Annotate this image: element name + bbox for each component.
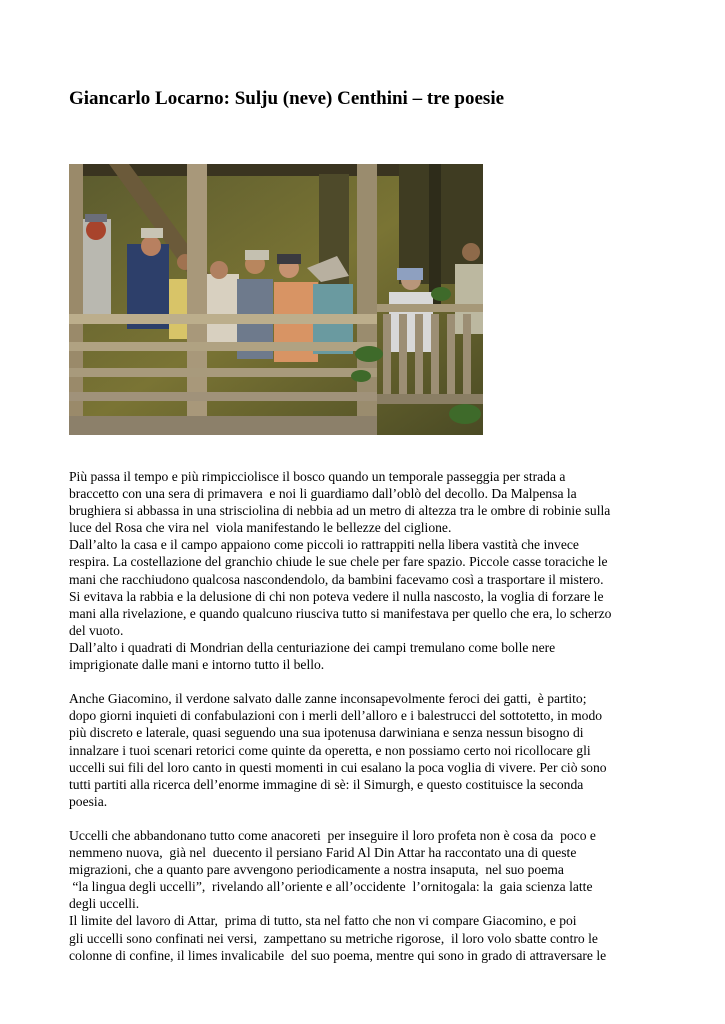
text-line: poesia. <box>69 793 108 809</box>
text-line: Il limite del lavoro di Attar, prima di tutto, sta nel fatto che non vi compare Giacomino, e poi <box>69 913 577 929</box>
text-line: colonne di confine, il limes invalicabile del suo poema, mentre qui sono in grado di attraversare le <box>69 947 607 963</box>
text-line: Più passa il tempo e più rimpicciolisce il bosco quando un temporale passeggia per strada a <box>69 469 566 484</box>
balcony-figures-photo <box>69 164 483 435</box>
text-line: innalzare i tuoi scenari retorici come quinte da operetta, e non possiamo certo noi ricollocare gli <box>69 742 591 758</box>
text-line: brughiera si abbassa in una strisciolina di nebbia ad un metro di altezza tra le ombre di robinie sulla <box>69 503 611 519</box>
text-line: tutti partiti alla ricerca dell’enorme immagine di sè: il Simurgh, e questo costituisce la seconda <box>69 776 584 792</box>
text-line: Uccelli che abbandonano tutto come anacoreti per inseguire il loro profeta non è cosa da poco e <box>69 827 596 843</box>
text-line: mani alla rivelazione, e quando qualcuno riusciva tutto si manifestava per quello che era, lo scherzo <box>69 605 612 621</box>
text-line: Si evitava la rabbia e la delusione di chi non poteva vedere il nulla nascosto, la voglia di forzare le <box>69 588 604 604</box>
paragraph-gap <box>69 673 659 690</box>
text-line: respira. La costellazione del granchio chiude le sue chele per fare spazio. Piccole casse toraciche le <box>69 554 608 570</box>
text-line: Dall’alto i quadrati di Mondrian della centuriazione dei campi tremulano come bolle nere <box>69 639 556 655</box>
page-title: Giancarlo Locarno: Sulju (neve) Centhini – tre poesie <box>69 88 505 109</box>
text-line: migrazioni, che a quanto pare avvengono periodicamente a nostra insaputa, nel suo poema <box>69 862 564 878</box>
text-line: luce del Rosa che vira nel viola manifestando le bellezze del ciglione. <box>69 520 452 536</box>
text-line: Dall’alto la casa e il campo appaiono come piccoli io rattrappiti nella libera vastità che invece <box>69 537 579 553</box>
text-line: nemmeno nuova, già nel duecento il persiano Farid Al Din Attar ha raccontato una di queste <box>69 845 577 861</box>
article-body <box>69 468 659 964</box>
text-line: mani che racchiudono qualcosa nascondendolo, da bambini facevamo così a trasportare il mistero. <box>69 571 604 587</box>
text-line: “la lingua degli uccelli”, rivelando all’oriente e all’occidente l’ornitogala: la gaia scienza latte <box>69 879 593 895</box>
text-line: del vuoto. <box>69 622 124 638</box>
text-line: imprigionate dalle mani e intorno tutto il bello. <box>69 657 325 673</box>
text-line: più discreto e laterale, quasi seguendo una sua ipotenusa darwiniana e senza nessun bisogno di <box>69 725 584 741</box>
text-line: dopo giorni inquieti di confabulazioni con i merli dell’alloro e i balestrucci del sottotetto, in modo <box>69 708 603 724</box>
text-line: degli uccelli. <box>69 896 140 912</box>
text-line: braccetto con una sera di primavera e noi li guardiamo dall’oblò del decollo. Da Malpensa la <box>69 486 577 502</box>
text-line: gli uccelli sono confinati nei versi, zampettano su metriche rigorose, il loro volo sbatte contro le <box>69 930 598 946</box>
text-line: uccelli sui fili del loro canto in questi momenti in cui esalano la poca voglia di vivere. Per ciò sono <box>69 759 607 775</box>
paragraph-gap <box>69 810 659 827</box>
text-line: Anche Giacomino, il verdone salvato dalle zanne inconsapevolmente feroci dei gatti, è partito; <box>69 691 587 707</box>
